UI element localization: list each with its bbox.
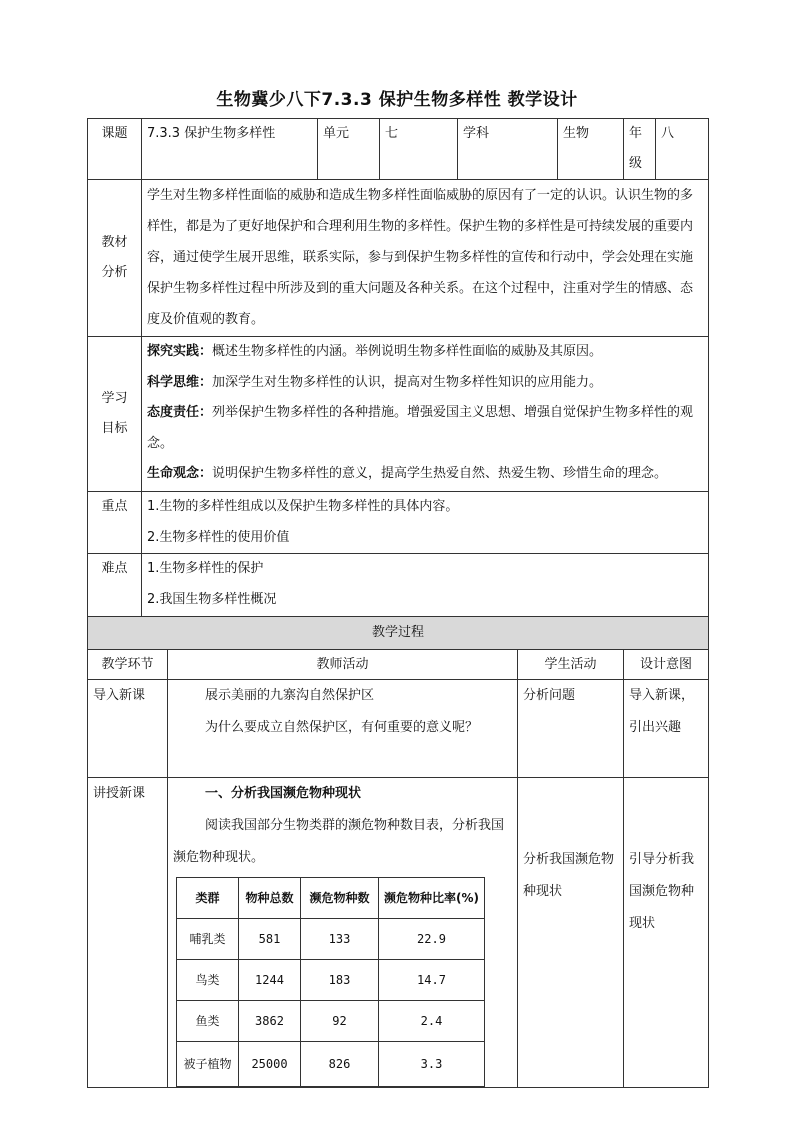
species-table-header: 类群 物种总数 濒危物种数 濒危物种比率(%)	[177, 878, 485, 919]
objective-item: 探究实践：概述生物多样性的内涵。举例说明生物多样性面临的威胁及其原因。	[147, 344, 603, 359]
document-title: 生物冀少八下7.3.3 保护生物多样性 教学设计	[216, 90, 578, 110]
objectives-row	[88, 337, 709, 492]
topic-label: 课题	[88, 119, 142, 180]
difficulty-item: 1.生物多样性的保护	[147, 561, 264, 576]
intro-row	[88, 680, 709, 778]
col-stage: 教学环节	[88, 650, 168, 680]
difficulties-list	[142, 554, 709, 617]
analysis-text: 学生对生物多样性面临的威胁和造成生物多样性面临威胁的原因有了一定的认识。认识生物的多样性，都是为了更好地保护和合理利用生物的多样性。保护生物的多样性是可持续发展的重要内容，通过使学生展开思维，联系实际，参与到保护生物多样性的宣传和行动中，学会处理在实施保护生物多样性过程中所涉及到的重大问题及各种关系。在这个过程中，注重对学生的情感、态度及价值观的教育。	[142, 180, 709, 337]
keypoint-item: 1.生物的多样性组成以及保护生物多样性的具体内容。	[147, 499, 459, 514]
grade-value: 八	[656, 119, 709, 180]
info-row	[88, 119, 709, 180]
intro-teacher: 展示美丽的九寨沟自然保护区 为什么要成立自然保护区，有何重要的意义呢？	[168, 680, 518, 778]
col-intent: 设计意图	[624, 650, 709, 680]
topic-value: 7.3.3 保护生物多样性	[142, 119, 318, 180]
objectives-label: 学习 目标	[88, 337, 142, 492]
objective-item: 生命观念：说明保护生物多样性的意义，提高学生热爱自然、热爱生物、珍惜生命的理念。	[147, 466, 668, 481]
lesson-student: 分析我国濒危物种现状	[518, 778, 624, 1088]
difficulties-label: 难点	[88, 554, 142, 617]
intro-stage: 导入新课	[88, 680, 168, 778]
analysis-label: 教材 分析	[88, 180, 142, 337]
col-teacher: 教师活动	[168, 650, 518, 680]
intro-student: 分析问题	[518, 680, 624, 778]
table-row: 被子植物 25000 826 3.3	[177, 1042, 485, 1087]
objective-item: 态度责任：列举保护生物多样性的各种措施。增强爱国主义思想、增强自觉保护生物多样性的观念。	[147, 405, 694, 451]
col-student: 学生活动	[518, 650, 624, 680]
table-row: 鱼类 3862 92 2.4	[177, 1001, 485, 1042]
species-table	[176, 877, 485, 1087]
lesson-stage: 讲授新课	[88, 778, 168, 1088]
subject-value: 生物	[558, 119, 624, 180]
analysis-row	[88, 180, 709, 337]
lesson-plan-table	[87, 118, 709, 1088]
objective-item: 科学思维：加深学生对生物多样性的认识，提高对生物多样性知识的应用能力。	[147, 374, 603, 390]
lesson-teacher	[168, 778, 518, 1088]
objectives-list	[142, 337, 709, 492]
difficulties-row	[88, 554, 709, 617]
table-row: 鸟类 1244 183 14.7	[177, 960, 485, 1001]
lesson-teacher-text: 阅读我国部分生物类群的濒危物种数目表，分析我国濒危物种现状。	[173, 818, 505, 865]
table-row: 哺乳类 581 133 22.9	[177, 919, 485, 960]
keypoints-list	[142, 492, 709, 554]
unit-label: 单元	[318, 119, 380, 180]
process-header: 教学过程	[88, 617, 709, 650]
keypoints-row	[88, 492, 709, 554]
intro-intent: 导入新课，引出兴趣	[624, 680, 709, 778]
unit-value: 七	[380, 119, 458, 180]
difficulty-item: 2.我国生物多样性概况	[147, 591, 277, 607]
process-header-row	[88, 617, 709, 650]
lesson-row	[88, 778, 709, 1088]
keypoint-item: 2.生物多样性的使用价值	[147, 529, 290, 545]
lesson-heading: 一、分析我国濒危物种现状	[205, 786, 362, 801]
subject-label: 学科	[458, 119, 558, 180]
lesson-intent: 引导分析我国濒危物种现状	[624, 778, 709, 1088]
keypoints-label: 重点	[88, 492, 142, 554]
process-columns-row	[88, 650, 709, 680]
grade-label: 年级	[624, 119, 656, 180]
